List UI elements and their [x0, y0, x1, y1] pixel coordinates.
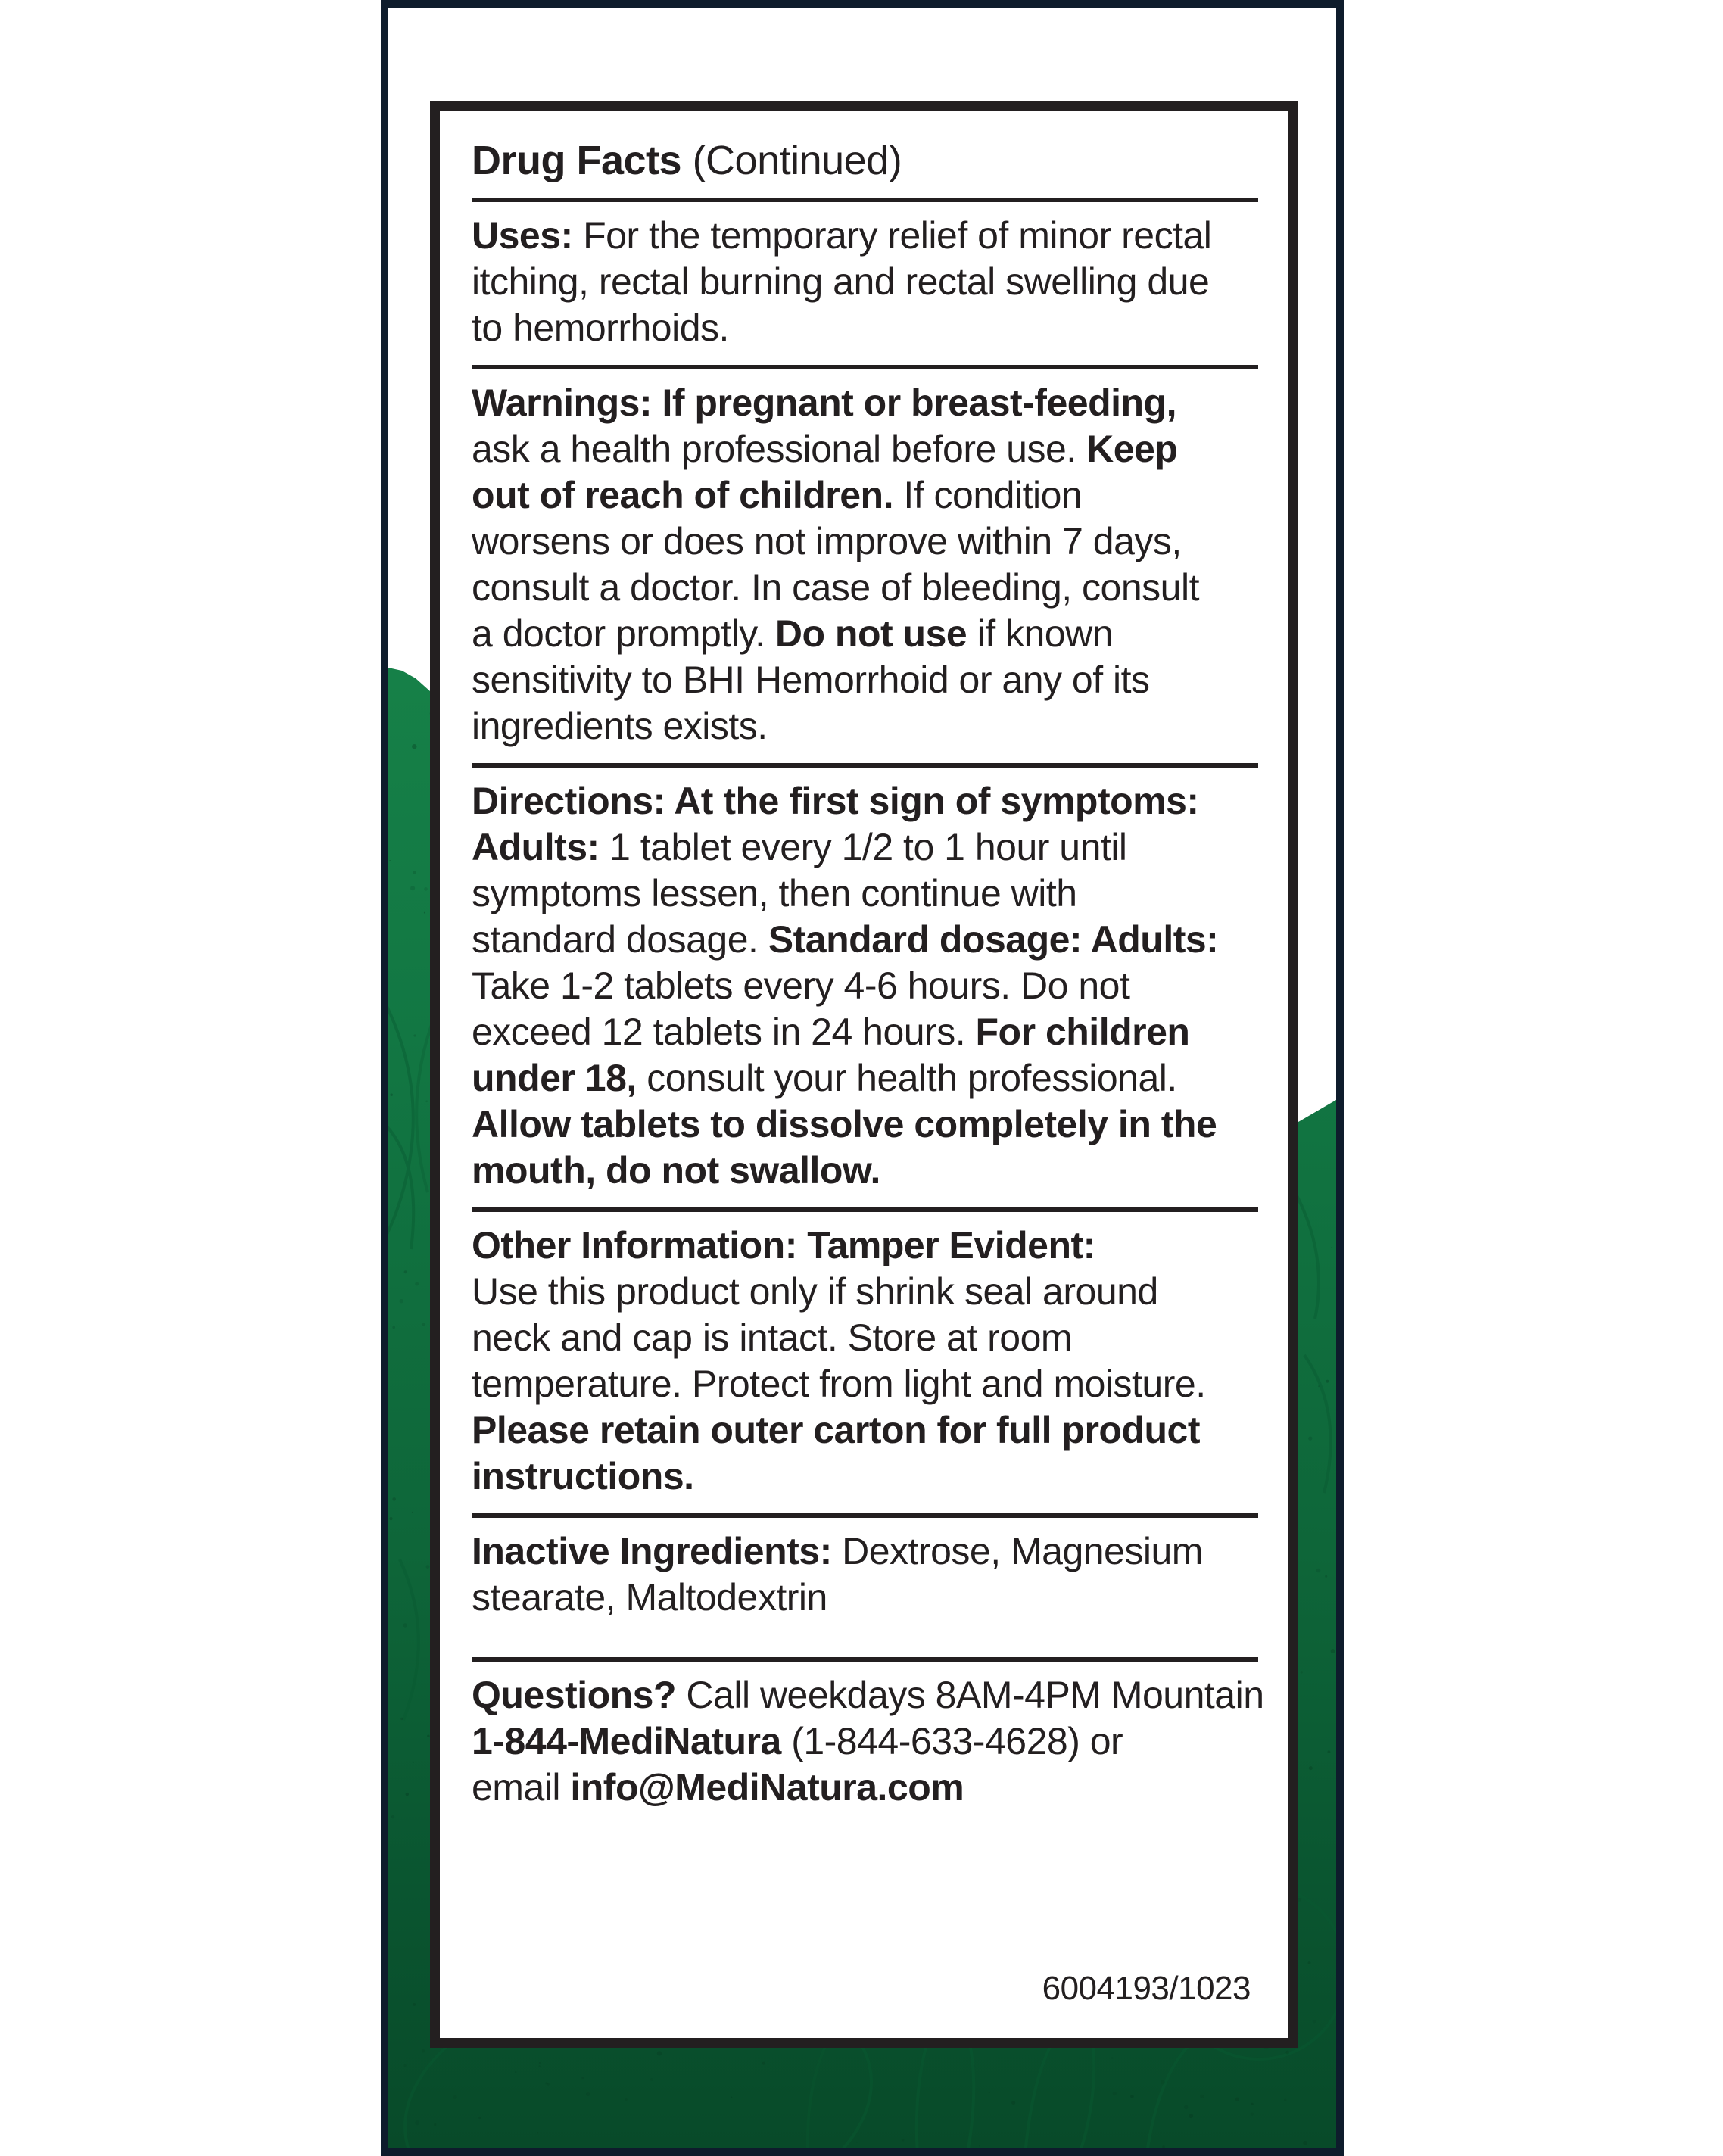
text-line: standard dosage. Standard dosage: Adults:: [472, 918, 1219, 961]
text-line: Please retain outer carton for full product: [472, 1409, 1200, 1451]
text-line: Warnings: If pregnant or breast-feeding,: [472, 382, 1176, 424]
section-divider: [472, 1513, 1258, 1518]
text-line: itching, rectal burning and rectal swelling due: [472, 260, 1210, 303]
text-line: Use this product only if shrink seal around: [472, 1270, 1158, 1313]
drug-facts-title: [472, 138, 1258, 184]
text-line: neck and cap is intact. Store at room: [472, 1316, 1073, 1359]
section-divider: [472, 1207, 1258, 1212]
text-line: exceed 12 tablets in 24 hours. For children: [472, 1011, 1190, 1053]
title-continued: (Continued): [681, 138, 902, 183]
text-line: symptoms lessen, then continue with: [472, 872, 1077, 914]
text-line: 1-844-MediNatura (1-844-633-4628) or: [472, 1720, 1123, 1762]
section-divider: [472, 365, 1258, 369]
text-line: stearate, Maltodextrin: [472, 1576, 827, 1619]
text-line: Adults: 1 tablet every 1/2 to 1 hour until: [472, 826, 1127, 868]
text-line: mouth, do not swallow.: [472, 1149, 880, 1192]
product-code: 6004193/1023: [1042, 1970, 1251, 2007]
text-line: out of reach of children. If condition: [472, 474, 1083, 516]
section-divider: [472, 198, 1258, 202]
text-line: ask a health professional before use. Keep: [472, 428, 1178, 470]
text-line: to hemorrhoids.: [472, 307, 729, 349]
carton-panel: [381, 0, 1344, 2156]
title-bold: Drug Facts: [472, 138, 682, 183]
drug-facts-panel: [430, 101, 1298, 2048]
text-line: ingredients exists.: [472, 705, 768, 747]
text-line: Allow tablets to dissolve completely in the: [472, 1103, 1217, 1145]
section-divider: [472, 763, 1258, 768]
section-questions: [472, 1672, 1264, 1811]
text-line: email info@MediNatura.com: [472, 1766, 964, 1809]
section-inactive-ingredients: [472, 1528, 1258, 1621]
text-line: instructions.: [472, 1455, 694, 1497]
text-line: Other Information: Tamper Evident:: [472, 1224, 1095, 1266]
section-divider: [472, 1657, 1258, 1662]
text-line: Directions: At the first sign of symptoms:: [472, 780, 1199, 822]
text-line: Questions? Call weekdays 8AM-4PM Mountain: [472, 1674, 1264, 1716]
text-line: Uses: For the temporary relief of minor rectal: [472, 214, 1212, 257]
text-line: consult a doctor. In case of bleeding, consult: [472, 566, 1199, 609]
text-line: under 18, consult your health professional.: [472, 1057, 1177, 1099]
section-other-information: [472, 1223, 1258, 1500]
text-line: Inactive Ingredients: Dextrose, Magnesium: [472, 1530, 1203, 1572]
sections: [472, 198, 1264, 1811]
section-directions: [472, 778, 1258, 1194]
text-line: temperature. Protect from light and moisture.: [472, 1363, 1206, 1405]
text-line: Take 1-2 tablets every 4-6 hours. Do not: [472, 964, 1130, 1007]
text-line: a doctor promptly. Do not use if known: [472, 612, 1114, 655]
drug-facts-content: [440, 111, 1288, 1811]
section-uses: [472, 213, 1258, 351]
text-line: worsens or does not improve within 7 days,: [472, 520, 1182, 562]
section-warnings: [472, 380, 1258, 749]
text-line: sensitivity to BHI Hemorrhoid or any of its: [472, 659, 1150, 701]
